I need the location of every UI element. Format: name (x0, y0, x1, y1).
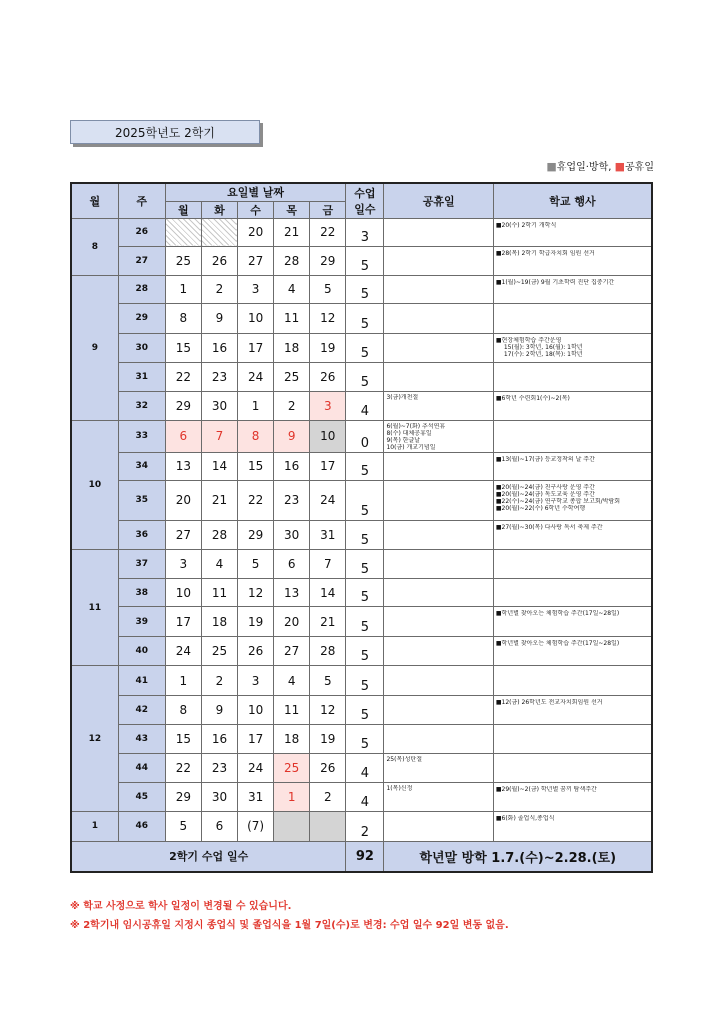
holiday-text: 9(목) 한글날 (386, 437, 421, 445)
week-row (71, 218, 652, 247)
date-cell: 5 (165, 811, 201, 841)
week-row (71, 578, 652, 607)
class-day-count: 5 (346, 304, 384, 334)
week-row (71, 452, 652, 481)
date-cell: 17 (238, 333, 274, 363)
holiday-cell (384, 452, 493, 481)
date-cell: 23 (201, 363, 237, 392)
holiday-text: 10(금) 개교기념일 (386, 444, 436, 452)
date-cell: 22 (310, 218, 346, 247)
date-cell: 25 (274, 753, 310, 783)
date-cell: 2 (310, 783, 346, 812)
header-class-days (346, 183, 384, 218)
date-cell: 17 (238, 725, 274, 754)
date-cell: 8 (165, 695, 201, 725)
event-cell (493, 452, 652, 481)
date-cell: 10 (238, 304, 274, 334)
date-cell: 22 (165, 363, 201, 392)
date-cell: 29 (238, 520, 274, 550)
header-thu: 목 (274, 201, 310, 218)
date-cell: 17 (165, 607, 201, 637)
date-cell: 21 (274, 218, 310, 247)
event-text: 17(수): 2학년, 18(목): 1학년 (503, 350, 583, 358)
date-cell: 12 (238, 578, 274, 607)
date-cell: 21 (310, 607, 346, 637)
week-number: 45 (118, 783, 165, 812)
header-events: 학교 행사 (493, 183, 652, 218)
event-cell (493, 247, 652, 276)
date-cell: 26 (238, 636, 274, 666)
date-cell: 28 (201, 520, 237, 550)
holiday-cell (384, 607, 493, 637)
date-cell: 23 (201, 753, 237, 783)
event-text: ■20(월)~24(금) 독도교육 운영 주간 (495, 491, 595, 499)
holiday-cell (384, 636, 493, 666)
event-cell (493, 753, 652, 783)
week-row (71, 363, 652, 392)
event-text: ■20(월)~24(금) 친구사랑 운영 주간 (495, 484, 595, 492)
date-cell: 27 (274, 636, 310, 666)
date-cell: (7) (238, 811, 274, 841)
week-number: 42 (118, 695, 165, 725)
event-cell (493, 811, 652, 841)
date-cell: 1 (165, 275, 201, 304)
month-cell: 1 (71, 811, 118, 841)
date-cell: 26 (310, 753, 346, 783)
date-cell: 2 (201, 666, 237, 696)
class-day-count: 5 (346, 607, 384, 637)
class-day-count: 5 (346, 636, 384, 666)
event-cell (493, 333, 652, 363)
date-cell: 5 (310, 666, 346, 696)
date-cell: 25 (274, 363, 310, 392)
week-number: 35 (118, 481, 165, 521)
event-text: ■6학년 수련회1(수)~2(목) (495, 394, 570, 402)
date-cell: 29 (310, 247, 346, 276)
holiday-text: 6(월)~7(화) 추석연휴 (386, 423, 446, 431)
date-cell: 20 (274, 607, 310, 637)
class-day-count: 5 (346, 247, 384, 276)
week-number: 40 (118, 636, 165, 666)
month-cell: 12 (71, 666, 118, 812)
date-cell: 24 (238, 753, 274, 783)
class-day-count: 5 (346, 520, 384, 550)
holiday-cell (384, 811, 493, 841)
date-cell (310, 811, 346, 841)
week-row (71, 481, 652, 521)
header-week: 주 (118, 183, 165, 218)
class-day-count: 5 (346, 275, 384, 304)
header-dates: 요일별 날짜 (165, 183, 346, 201)
date-cell: 23 (274, 481, 310, 521)
week-number: 37 (118, 550, 165, 579)
week-number: 31 (118, 363, 165, 392)
event-cell (493, 783, 652, 812)
red-square-icon: ■ (614, 160, 626, 173)
holiday-cell (384, 247, 493, 276)
week-row (71, 304, 652, 334)
date-cell: 16 (274, 452, 310, 481)
date-cell (201, 218, 237, 247)
week-row (71, 421, 652, 453)
week-number: 32 (118, 391, 165, 421)
date-cell: 11 (274, 695, 310, 725)
date-cell: 4 (274, 275, 310, 304)
date-cell: 7 (201, 421, 237, 453)
event-cell (493, 304, 652, 334)
holiday-cell (384, 725, 493, 754)
date-cell: 20 (238, 218, 274, 247)
event-text: ■12(금) 26학년도 전교자치회임원 선거 (495, 698, 603, 706)
date-cell: 11 (274, 304, 310, 334)
date-cell: 4 (274, 666, 310, 696)
week-row (71, 607, 652, 637)
date-cell: 18 (274, 725, 310, 754)
event-text: ■1(월)~19(금) 9월 기초학력 진단 집중기간 (495, 278, 615, 286)
week-number: 44 (118, 753, 165, 783)
date-cell: 27 (165, 520, 201, 550)
week-number: 26 (118, 218, 165, 247)
class-day-count: 5 (346, 578, 384, 607)
calendar-body (71, 218, 652, 841)
date-cell: 22 (165, 753, 201, 783)
header-holidays: 공휴일 (384, 183, 493, 218)
month-cell: 8 (71, 218, 118, 275)
date-cell: 15 (165, 725, 201, 754)
class-day-count: 3 (346, 218, 384, 247)
holiday-cell (384, 333, 493, 363)
date-cell: 24 (310, 481, 346, 521)
date-cell: 5 (310, 275, 346, 304)
holiday-text: 3(금)개천절 (386, 393, 419, 401)
week-row (71, 695, 652, 725)
date-cell: 3 (238, 275, 274, 304)
week-row (71, 550, 652, 579)
date-cell: 29 (165, 391, 201, 421)
date-cell: 7 (310, 550, 346, 579)
gray-square-icon: ■ (546, 160, 557, 173)
week-row (71, 391, 652, 421)
class-day-count: 5 (346, 725, 384, 754)
date-cell: 3 (310, 391, 346, 421)
date-cell: 18 (274, 333, 310, 363)
semester-title-text: 2025학년도 2학기 (115, 125, 215, 140)
date-cell: 28 (274, 247, 310, 276)
class-day-count: 5 (346, 695, 384, 725)
date-cell: 25 (201, 636, 237, 666)
holiday-cell (384, 275, 493, 304)
holiday-cell (384, 578, 493, 607)
class-day-count: 4 (346, 391, 384, 421)
holiday-text: 1(목)신정 (386, 785, 413, 793)
week-row (71, 333, 652, 363)
event-text: ■28(목) 2학기 학급자치회 임원 선거 (495, 250, 595, 257)
date-cell: 21 (201, 481, 237, 521)
date-cell: 19 (310, 333, 346, 363)
calendar-table (70, 182, 653, 873)
month-cell: 9 (71, 275, 118, 421)
date-cell: 10 (238, 695, 274, 725)
date-cell: 5 (238, 550, 274, 579)
week-number: 30 (118, 333, 165, 363)
date-cell: 20 (165, 481, 201, 521)
week-number: 43 (118, 725, 165, 754)
date-cell: 30 (201, 391, 237, 421)
month-cell: 11 (71, 550, 118, 666)
week-row (71, 811, 652, 841)
date-cell: 28 (310, 636, 346, 666)
holiday-cell (384, 391, 493, 421)
event-text: ■현장체험학습 주간운영 (495, 336, 562, 344)
week-number: 27 (118, 247, 165, 276)
week-row (71, 520, 652, 550)
week-row (71, 783, 652, 812)
date-cell: 3 (165, 550, 201, 579)
date-cell: 24 (238, 363, 274, 392)
date-cell: 19 (238, 607, 274, 637)
footer-total: 92 (346, 841, 384, 872)
header-class-days-1: 수업 (354, 186, 376, 200)
semester-title (70, 120, 260, 144)
event-cell (493, 578, 652, 607)
holiday-cell (384, 666, 493, 696)
date-cell: 19 (310, 725, 346, 754)
date-cell: 26 (310, 363, 346, 392)
event-text: ■학년별 찾아오는 체험학습 주간(17일~28일) (495, 639, 620, 647)
class-day-count: 5 (346, 333, 384, 363)
date-cell: 14 (310, 578, 346, 607)
event-cell (493, 391, 652, 421)
holiday-cell (384, 304, 493, 334)
date-cell: 15 (238, 452, 274, 481)
date-cell: 1 (274, 783, 310, 812)
event-cell (493, 607, 652, 637)
date-cell: 31 (238, 783, 274, 812)
note-2: ※ 2학기내 임시공휴일 지정시 종업식 및 졸업식을 1월 7일(수)로 변경: 수업 일수 92일 변동 없음. (70, 920, 509, 931)
month-cell: 10 (71, 421, 118, 550)
holiday-cell (384, 695, 493, 725)
header-month: 월 (71, 183, 118, 218)
event-text: ■22(수)~24(금) 연구학교 종합 보고회/박람회 (495, 498, 621, 506)
event-cell (493, 550, 652, 579)
event-cell (493, 275, 652, 304)
date-cell: 25 (165, 247, 201, 276)
week-number: 36 (118, 520, 165, 550)
legend (546, 158, 654, 173)
date-cell: 22 (238, 481, 274, 521)
holiday-cell (384, 481, 493, 521)
date-cell: 6 (201, 811, 237, 841)
holiday-cell (384, 363, 493, 392)
week-number: 46 (118, 811, 165, 841)
event-text: 15(월): 3학년, 16(월): 1학년 (503, 343, 583, 351)
date-cell: 2 (274, 391, 310, 421)
date-cell: 24 (165, 636, 201, 666)
class-day-count: 4 (346, 753, 384, 783)
date-cell: 14 (201, 452, 237, 481)
header-class-days-2: 일수 (354, 202, 376, 216)
date-cell: 15 (165, 333, 201, 363)
event-text: ■29(월)~2(금) 학년별 꿈끼 탐색주간 (495, 786, 597, 794)
class-day-count: 5 (346, 666, 384, 696)
header-tue: 화 (201, 201, 237, 218)
week-row (71, 753, 652, 783)
week-number: 39 (118, 607, 165, 637)
holiday-cell (384, 550, 493, 579)
event-cell (493, 666, 652, 696)
holiday-text: 25(목)성탄절 (386, 755, 422, 763)
date-cell: 30 (274, 520, 310, 550)
date-cell: 6 (274, 550, 310, 579)
date-cell: 17 (310, 452, 346, 481)
event-cell (493, 421, 652, 453)
class-day-count: 4 (346, 783, 384, 812)
class-day-count: 0 (346, 421, 384, 453)
week-row (71, 666, 652, 696)
date-cell: 27 (238, 247, 274, 276)
date-cell: 16 (201, 333, 237, 363)
holiday-text: 8(수) 대체공휴일 (386, 430, 432, 438)
week-row (71, 247, 652, 276)
date-cell: 2 (201, 275, 237, 304)
date-cell: 1 (238, 391, 274, 421)
header-mon: 월 (165, 201, 201, 218)
holiday-cell (384, 753, 493, 783)
week-number: 33 (118, 421, 165, 453)
date-cell: 26 (201, 247, 237, 276)
holiday-cell (384, 421, 493, 453)
date-cell: 10 (310, 421, 346, 453)
holiday-cell (384, 783, 493, 812)
event-cell (493, 363, 652, 392)
date-cell: 29 (165, 783, 201, 812)
date-cell: 30 (201, 783, 237, 812)
date-cell (165, 218, 201, 247)
event-text: ■13(월)~17(금) 등교정착의 날 주간 (495, 455, 595, 463)
date-cell: 9 (201, 695, 237, 725)
date-cell: 18 (201, 607, 237, 637)
holiday-cell (384, 520, 493, 550)
date-cell: 16 (201, 725, 237, 754)
date-cell: 1 (165, 666, 201, 696)
date-cell: 11 (201, 578, 237, 607)
date-cell: 8 (165, 304, 201, 334)
event-cell (493, 636, 652, 666)
event-text: ■27(월)~30(목) 다사랑 독서 축제 주간 (495, 523, 603, 531)
footer-vacation: 학년말 방학 1.7.(수)~2.28.(토) (384, 841, 652, 872)
week-number: 38 (118, 578, 165, 607)
class-day-count: 5 (346, 452, 384, 481)
class-day-count: 5 (346, 363, 384, 392)
note-1: ※ 학교 사정으로 학사 일정이 변경될 수 있습니다. (70, 901, 292, 912)
date-cell: 8 (238, 421, 274, 453)
event-text: ■20(수) 2학기 개학식 (495, 221, 557, 229)
date-cell: 3 (238, 666, 274, 696)
date-cell: 9 (201, 304, 237, 334)
date-cell (274, 811, 310, 841)
date-cell: 4 (201, 550, 237, 579)
week-row (71, 725, 652, 754)
class-day-count: 5 (346, 550, 384, 579)
week-row (71, 275, 652, 304)
legend-holiday: 공휴일 (625, 162, 654, 173)
week-number: 41 (118, 666, 165, 696)
week-number: 29 (118, 304, 165, 334)
week-row (71, 636, 652, 666)
week-number: 34 (118, 452, 165, 481)
event-cell (493, 218, 652, 247)
header-fri: 금 (310, 201, 346, 218)
week-number: 28 (118, 275, 165, 304)
footer-label: 2학기 수업 일수 (71, 841, 346, 872)
event-text: ■학년별 찾아오는 체험학습 주간(17일~28일) (495, 610, 620, 618)
date-cell: 13 (274, 578, 310, 607)
header-wed: 수 (238, 201, 274, 218)
event-cell (493, 481, 652, 521)
class-day-count: 5 (346, 481, 384, 521)
date-cell: 12 (310, 695, 346, 725)
date-cell: 9 (274, 421, 310, 453)
date-cell: 12 (310, 304, 346, 334)
event-cell (493, 725, 652, 754)
legend-vacation: 휴업일·방학, (556, 162, 612, 173)
date-cell: 31 (310, 520, 346, 550)
event-text: ■6(화) 졸업식,종업식 (495, 814, 555, 822)
event-cell (493, 520, 652, 550)
event-cell (493, 695, 652, 725)
class-day-count: 2 (346, 811, 384, 841)
event-text: ■20(월)~22(수) 6학년 수학여행 (495, 505, 586, 513)
holiday-cell (384, 218, 493, 247)
date-cell: 10 (165, 578, 201, 607)
date-cell: 13 (165, 452, 201, 481)
date-cell: 6 (165, 421, 201, 453)
